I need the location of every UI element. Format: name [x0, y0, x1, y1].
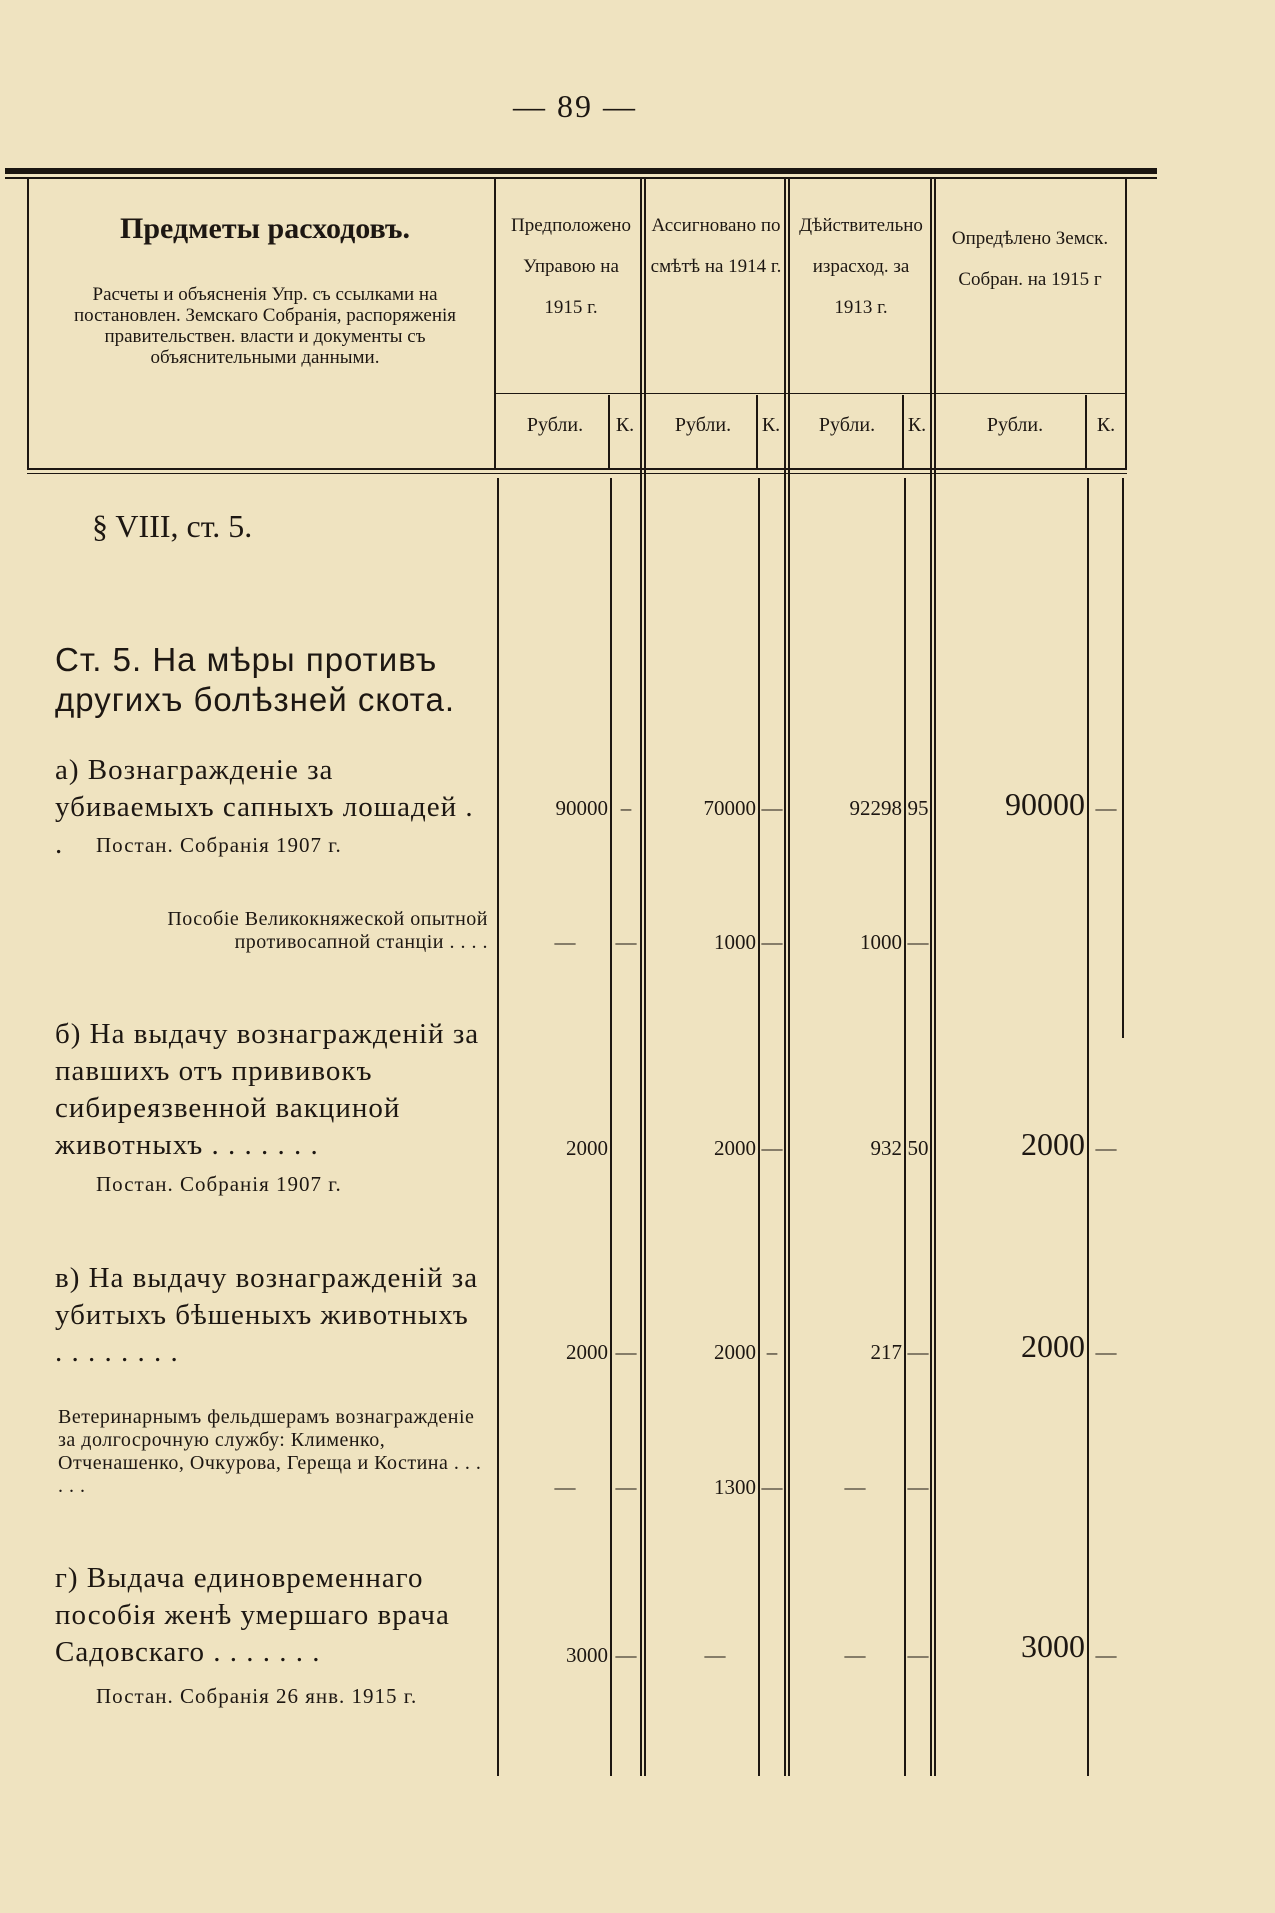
page-number: — 89 — — [513, 88, 637, 124]
row-g-spent-kop: — — [907, 1643, 929, 1667]
row-a-spent-rub: 92298 — [849, 796, 902, 820]
kop-divider-3 — [904, 478, 906, 1776]
row-b-assigned-kop: — — [761, 1136, 783, 1160]
row-g-proposed-kop: — — [615, 1643, 637, 1667]
kop-divider-1 — [610, 478, 612, 1776]
row-feldsher-assigned-rub: 1300 — [714, 1475, 756, 1499]
row-v-assigned-kop: – — [766, 1340, 778, 1364]
row-feldsher-spent-rub: — — [844, 1475, 866, 1499]
row-a-assigned-rub: 70000 — [703, 796, 756, 820]
kop-divider-1h — [608, 395, 610, 468]
row-a-proposed-kop: – — [620, 796, 632, 820]
header-title: Предметы расходовъ. — [120, 212, 410, 245]
col-divider-2 — [640, 178, 642, 1776]
row-a-approved-kop: — — [1095, 796, 1117, 820]
row-g-note: Постан. Собранія 26 янв. 1915 г. — [96, 1684, 418, 1708]
col-divider-3b — [788, 178, 790, 1776]
row-v-assigned-rub: 2000 — [714, 1340, 756, 1364]
kop-divider-2 — [758, 478, 760, 1776]
col-divider-4b — [934, 178, 936, 1776]
col-head-spent: Дѣйствительно израсход. за 1913 г. — [799, 215, 923, 318]
row-v-approved-rub: 2000 — [1021, 1328, 1085, 1364]
unit-rub-4: Рубли. — [986, 414, 1044, 436]
row-feldsher-assigned-kop: — — [761, 1475, 783, 1499]
row-b-note: Постан. Собранія 1907 г. — [96, 1172, 342, 1196]
unit-kop-2: К. — [761, 414, 781, 436]
unit-rub-3: Рубли. — [818, 414, 876, 436]
row-subsidy-text: Пособіе Великокняжеской опытной противосапной станціи . . . . — [167, 908, 488, 953]
units-rule — [494, 393, 1125, 394]
unit-rub-2: Рубли. — [674, 414, 732, 436]
row-a-proposed-rub: 90000 — [555, 796, 608, 820]
row-a-spent-kop: 95 — [907, 796, 929, 820]
kop-divider-4 — [1087, 478, 1089, 1776]
row-b-text: б) На выдачу вознагражденій за павшихъ отъ прививокъ сибиреязвенной вакциной животныхъ . . . . . . . — [55, 1018, 480, 1161]
col-head-assigned: Ассигновано по смѣтѣ на 1914 г. — [650, 215, 782, 277]
row-b-approved-rub: 2000 — [1021, 1126, 1085, 1162]
col-head-proposed: Предположено Управою на 1915 г. — [511, 215, 631, 318]
row-g-spent-rub: — — [844, 1643, 866, 1667]
left-border-header — [27, 178, 29, 468]
row-feldsher-proposed-kop: — — [615, 1475, 637, 1499]
col-divider-3 — [784, 178, 786, 1776]
row-b-proposed-rub: 2000 — [566, 1136, 608, 1160]
row-feldsher-proposed-rub: — — [554, 1475, 576, 1499]
row-v-approved-kop: — — [1095, 1340, 1117, 1364]
col-divider-1-body — [497, 478, 499, 1776]
header-subtitle: Расчеты и объясненія Упр. съ ссылками на постановлен. Земскаго Собранія, распоряженія правительствен. власти и документы съ объяснительными данными. — [73, 284, 457, 368]
kop-divider-4h — [1085, 395, 1087, 468]
unit-kop-4: К. — [1096, 414, 1116, 436]
row-v-proposed-kop: — — [615, 1340, 637, 1364]
row-a-text: а) Вознагражденіе за убиваемыхъ сапныхъ лошадей . . — [55, 754, 474, 860]
row-a-assigned-kop: — — [761, 796, 783, 820]
section-heading: § VIII, ст. 5. — [92, 508, 253, 544]
article-heading: Ст. 5. На мѣры противъ другихъ болѣзней скота. — [55, 641, 456, 718]
row-g-approved-rub: 3000 — [1021, 1628, 1085, 1664]
right-border-header — [1125, 178, 1127, 468]
right-border-body — [1122, 478, 1124, 1038]
row-subsidy-spent-rub: 1000 — [860, 930, 902, 954]
row-b-assigned-rub: 2000 — [714, 1136, 756, 1160]
header-bottom-rule — [27, 468, 1127, 470]
row-a-note: Постан. Собранія 1907 г. — [96, 833, 342, 857]
col-head-approved: Опредѣлено Земск. Собран. на 1915 г — [951, 228, 1109, 290]
col-divider-2b — [644, 178, 646, 1776]
row-g-text: г) Выдача единовременнаго пособія женѣ умершаго врача Садовскаго . . . . . . . — [55, 1562, 450, 1668]
unit-kop-3: К. — [907, 414, 927, 436]
row-feldsher-spent-kop: — — [907, 1475, 929, 1499]
row-g-assigned-rub: — — [704, 1643, 726, 1667]
row-b-spent-rub: 932 — [870, 1136, 902, 1160]
row-g-approved-kop: — — [1095, 1643, 1117, 1667]
row-v-proposed-rub: 2000 — [566, 1340, 608, 1364]
row-b-spent-kop: 50 — [907, 1136, 929, 1160]
row-subsidy-spent-kop: — — [907, 930, 929, 954]
row-v-spent-kop: — — [907, 1340, 929, 1364]
row-subsidy-assigned-rub: 1000 — [714, 930, 756, 954]
row-v-spent-rub: 217 — [870, 1340, 902, 1364]
top-rule — [5, 168, 1157, 174]
row-feldsher-text: Ветеринарнымъ фельдшерамъ вознагражденіе за долгосрочную службу: Клименко, Отченашенко, Очкурова, Герещa и Костина . . . . . . — [58, 1406, 482, 1497]
row-subsidy-proposed-kop: — — [615, 930, 637, 954]
row-a-approved-rub: 90000 — [1005, 786, 1085, 822]
unit-kop-1: К. — [615, 414, 635, 436]
col-divider-4 — [930, 178, 932, 1776]
header-bottom-rule-2 — [27, 473, 1127, 474]
unit-rub-1: Рубли. — [526, 414, 584, 436]
top-rule-thin — [5, 177, 1157, 179]
row-g-proposed-rub: 3000 — [566, 1643, 608, 1667]
row-v-text: в) На выдачу вознагражденій за убитыхъ бѣшеныхъ животныхъ . . . . . . . . — [55, 1262, 479, 1368]
row-b-approved-kop: — — [1095, 1136, 1117, 1160]
row-subsidy-assigned-kop: — — [761, 930, 783, 954]
row-subsidy-proposed-rub: — — [554, 930, 576, 954]
